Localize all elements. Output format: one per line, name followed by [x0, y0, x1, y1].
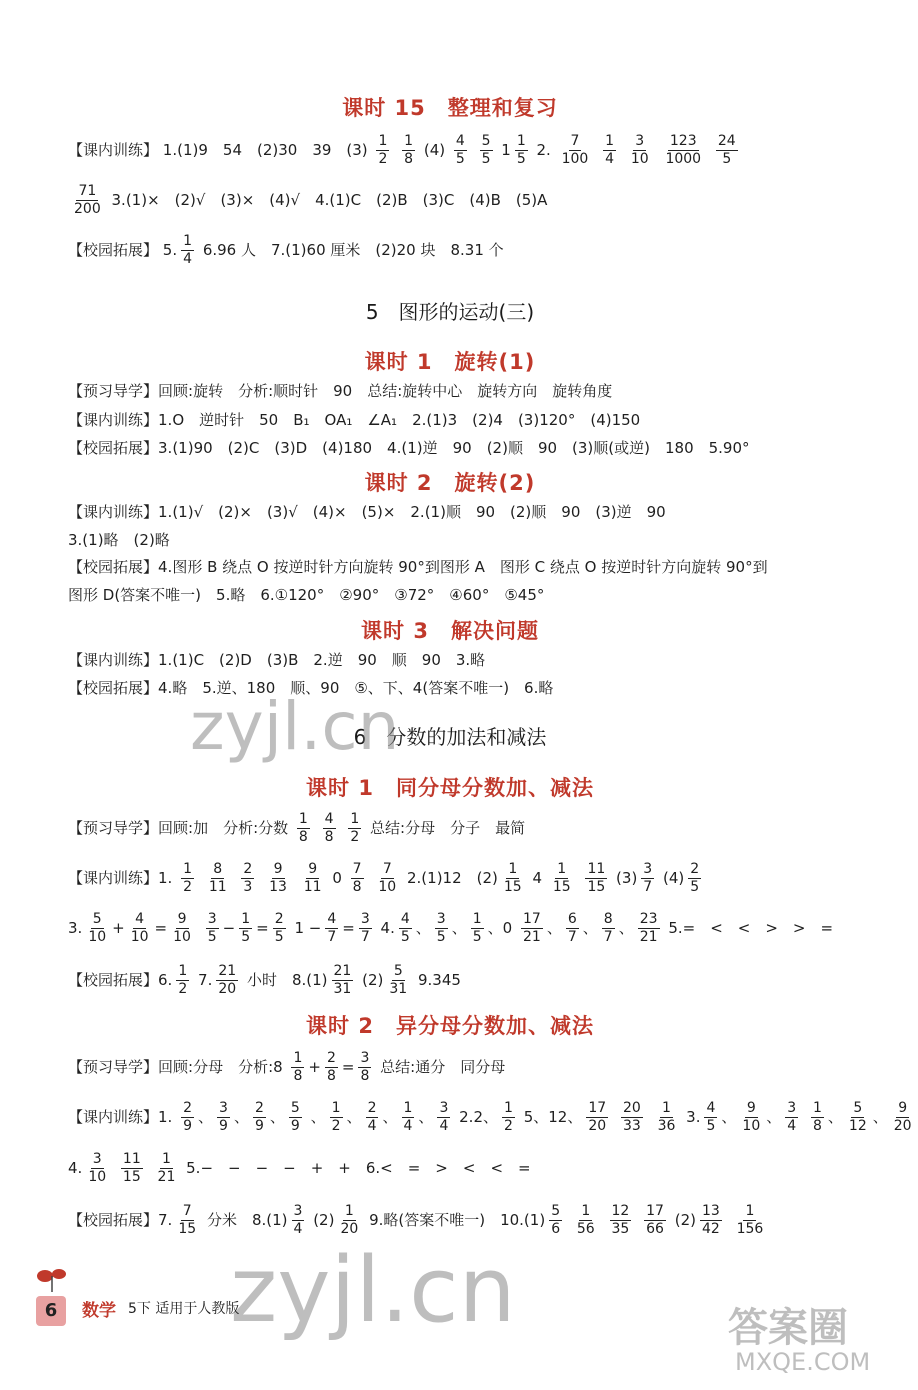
fraction: $\frac{21}{20}$: [218, 963, 237, 997]
fraction: $\frac{9}{11}$: [303, 861, 322, 895]
row-practice-10: 4. $\frac{3}{10}$ $\frac{11}{15}$ $\frac{1}{21}$ 5.− − − − + + 6.< = > < < =: [68, 1151, 531, 1185]
fraction: $\frac{7}{100}$: [561, 133, 589, 167]
fraction: $\frac{17}{21}$: [522, 911, 541, 945]
fraction: $\frac{2}{5}$: [690, 861, 700, 895]
fraction: $\frac{123}{1000}$: [665, 133, 702, 167]
fraction: $\frac{3}{7}$: [643, 861, 653, 895]
fraction: $\frac{3}{4}$: [787, 1100, 797, 1134]
fraction: $\frac{17}{66}$: [646, 1203, 664, 1237]
fraction: $\frac{6}{7}$: [567, 911, 577, 945]
fraction: $\frac{2}{5}$: [274, 911, 284, 945]
fraction: $\frac{9}{10}$: [742, 1100, 761, 1134]
fraction: $\frac{1}{8}$: [812, 1100, 822, 1134]
lesson-title-diff-denominator: 课时 2 异分母分数加、减法: [306, 1014, 594, 1038]
row-practice-4: 【课内训练】1.(1)√ (2)× (3)√ (4)× (5)× 2.(1)顺 90 (2)顺 90 (3)逆 90: [68, 503, 666, 521]
fraction: $\frac{20}{33}$: [622, 1100, 641, 1134]
fraction: $\frac{11}{15}$: [122, 1151, 141, 1185]
lesson-title-same-denominator: 课时 1 同分母分数加、减法: [306, 776, 594, 800]
fraction: $\frac{9}{13}$: [269, 861, 287, 895]
lesson-title-15: 课时 15 整理和复习: [342, 96, 558, 120]
footer-subject: 数学: [82, 1301, 116, 1321]
fraction: $\frac{3}{10}$: [630, 133, 649, 167]
fraction: $\frac{5}{9}$: [290, 1100, 300, 1134]
fraction: $\frac{3}{4}$: [293, 1203, 303, 1237]
row-practice-2: $\frac{71}{200}$ 3.(1)× (2)√ (3)× (4)√ 4.(1)C (2)B (3)C (4)B (5)A: [74, 183, 548, 217]
row-extension-1: 【校园拓展】 5. $\frac{1}{4}$ 6.96 人 7.(1)60 厘米 (2)20 块 8.31 个: [68, 233, 504, 267]
fraction: $\frac{7}{15}$: [178, 1203, 197, 1237]
row-practice-1: 【课内训练】 1.(1)9 54 (2)30 39 (3) $\frac{1}{2}$ $\frac{1}{8}$ (4) $\frac{4}{5}$ $\frac{5}{5}$ 1 $\frac{1}{5}$ 2. $\frac{7}{100}$ $\frac{1}{4}$ $\frac{3}{10}$ $\frac{123}{1000}$ $\frac{24}{5}$: [68, 133, 736, 167]
fraction: $\frac{4}{5}$: [706, 1100, 716, 1134]
fraction: $\frac{23}{21}$: [639, 911, 658, 945]
fraction: $\frac{5}{12}$: [848, 1100, 867, 1134]
fraction: $\frac{1}{4}$: [403, 1100, 413, 1134]
fraction: $\frac{1}{8}$: [293, 1050, 303, 1084]
fraction: $\frac{2}{3}$: [243, 861, 253, 895]
fraction: $\frac{5}{10}$: [88, 911, 107, 945]
row-practice-8: 3. $\frac{5}{10}$ + $\frac{4}{10}$ = $\frac{9}{10}$ $\frac{3}{5}$ − $\frac{1}{5}$ = $\frac{2}{5}$ 1 − $\frac{4}{7}$ = $\frac{3}{7}$ 4. $\frac{4}{5}$ 、 $\frac{3}{5}$ 、 $\frac{1}{5}$ 、0 $\frac{17}{21}$ 、 $\frac{6}{7}$ 、 $\frac{8}{7}$ 、 $\frac{23}{21}$ 5.= < < > > =: [68, 911, 834, 945]
row-extension-6: 【校园拓展】6. $\frac{1}{2}$ 7. $\frac{21}{20}$ 小时 8.(1) $\frac{21}{31}$ (2) $\frac{5}{31}$ 9.345: [68, 963, 461, 997]
fraction: $\frac{3}{5}$: [436, 911, 446, 945]
fraction: $\frac{7}{10}$: [378, 861, 397, 895]
fraction: $\frac{1}{2}$: [183, 861, 193, 895]
fraction: $\frac{1}{4}$: [183, 233, 193, 267]
watermark-mxqe: MXQE.COM: [735, 1348, 871, 1376]
row-preview-2: 【预习导学】回顾:加 分析:分数 $\frac{1}{8}$ $\frac{4}{8}$ $\frac{1}{2}$ 总结:分母 分子 最简: [68, 811, 526, 845]
row-practice-5: 3.(1)略 (2)略: [68, 531, 170, 549]
label-practice: 【课内训练】: [68, 141, 159, 159]
fraction: $\frac{12}{35}$: [611, 1203, 630, 1237]
fraction: $\frac{1}{2}$: [331, 1100, 341, 1134]
fraction: $\frac{1}{2}$: [378, 133, 388, 167]
fraction: $\frac{1}{2}$: [504, 1100, 513, 1134]
fraction: $\frac{1}{2}$: [178, 963, 188, 997]
fraction: $\frac{5}{6}$: [551, 1203, 561, 1237]
plant-logo-icon: [32, 1262, 72, 1294]
fraction: $\frac{4}{7}$: [327, 911, 337, 945]
lesson-title-rotate-2: 课时 2 旋转(2): [364, 471, 536, 495]
row-practice-7: 【课内训练】1. $\frac{1}{2}$ $\frac{8}{11}$ $\frac{2}{3}$ $\frac{9}{13}$ $\frac{9}{11}$ 0 $\frac{7}{8}$ $\frac{7}{10}$ 2.(1)12 (2) $\frac{1}{15}$ 4 $\frac{1}{15}$ $\frac{11}{15}$ (3) $\frac{3}{7}$ (4) $\frac{2}{5}$: [68, 861, 700, 895]
row-extension-3: 【校园拓展】4.图形 B 绕点 O 按逆时针方向旋转 90°到图形 A 图形 C 绕点 O 按逆时针方向旋转 90°到: [68, 558, 768, 576]
fraction: $\frac{3}{8}$: [360, 1050, 370, 1084]
fraction: $\frac{3}{7}$: [360, 911, 370, 945]
watermark-daanquan: 答案圈: [728, 1305, 848, 1351]
fraction: $\frac{4}{8}$: [324, 811, 334, 845]
fraction: $\frac{1}{15}$: [552, 861, 571, 895]
lesson-title-solve: 课时 3 解决问题: [361, 619, 539, 643]
page-number: 6: [36, 1296, 66, 1326]
fraction: $\frac{1}{56}$: [576, 1203, 595, 1237]
fraction: $\frac{71}{200}$: [74, 183, 101, 217]
fraction: $\frac{5}{5}$: [481, 133, 491, 167]
unit-title-5: 5 图形的运动(三): [365, 300, 535, 324]
fraction: $\frac{3}{4}$: [439, 1100, 449, 1134]
fraction: $\frac{7}{8}$: [352, 861, 362, 895]
fraction: $\frac{2}{8}$: [326, 1050, 336, 1084]
fraction: $\frac{1}{21}$: [157, 1151, 176, 1185]
fraction: $\frac{2}{4}$: [367, 1100, 377, 1134]
row-extension-2: 【校园拓展】3.(1)90 (2)C (3)D (4)180 4.(1)逆 90 (2)顺 90 (3)顺(或逆) 180 5.90°: [68, 439, 750, 457]
fraction: $\frac{1}{5}$: [472, 911, 482, 945]
fraction: $\frac{11}{15}$: [587, 861, 606, 895]
fraction: $\frac{1}{4}$: [605, 133, 615, 167]
row-practice-9: 【课内训练】1. $\frac{2}{9}$ 、 $\frac{3}{9}$ 、 $\frac{2}{9}$ 、 $\frac{5}{9}$ 、 $\frac{1}{2}$ 、 $\frac{2}{4}$ 、 $\frac{1}{4}$ 、 $\frac{3}{4}$ 2.2、 $\frac{1}{2}$ 5、12、 $\frac{17}{20}$ $\frac{20}{33}$ $\frac{1}{36}$ 3. $\frac{4}{5}$ 、 $\frac{9}{10}$ 、 $\frac{3}{4}$ $\frac{1}{8}$ 、 $\frac{5}{12}$ 、 $\frac{9}{20}$: [68, 1100, 912, 1134]
fraction: $\frac{9}{10}$: [173, 911, 191, 945]
row-extension-4: 图形 D(答案不唯一) 5.略 6.①120° ②90° ③72° ④60° ⑤45°: [68, 586, 545, 604]
fraction: $\frac{1}{8}$: [298, 811, 308, 845]
watermark-zyjl-2: zyjl.cn: [230, 1238, 516, 1343]
fraction: $\frac{1}{156}$: [736, 1203, 764, 1237]
fraction: $\frac{1}{36}$: [657, 1100, 676, 1134]
row-preview-3: 【预习导学】回顾:分母 分析:8 $\frac{1}{8}$ + $\frac{2}{8}$ = $\frac{3}{8}$ 总结:通分 同分母: [68, 1050, 506, 1084]
row-preview-1: 【预习导学】回顾:旋转 分析:顺时针 90 总结:旋转中心 旋转方向 旋转角度: [68, 382, 613, 400]
fraction: $\frac{1}{5}$: [241, 911, 251, 945]
fraction: $\frac{2}{9}$: [183, 1100, 193, 1134]
row-extension-7: 【校园拓展】7. $\frac{7}{15}$ 分米 8.(1) $\frac{3}{4}$ (2) $\frac{1}{20}$ 9.略(答案不唯一) 10.(1) $\frac{5}{6}$ $\frac{1}{56}$ $\frac{12}{35}$ $\frac{17}{66}$ (2) $\frac{13}{42}$ $\frac{1}{156}$: [68, 1203, 764, 1237]
fraction: $\frac{1}{8}$: [404, 133, 414, 167]
unit-title-6: 6 分数的加法和减法: [353, 725, 547, 749]
fraction: $\frac{3}{10}$: [88, 1151, 107, 1185]
fraction: $\frac{1}{20}$: [340, 1203, 359, 1237]
fraction: $\frac{1}{2}$: [350, 811, 360, 845]
fraction: $\frac{17}{20}$: [588, 1100, 607, 1134]
fraction: $\frac{8}{7}$: [603, 911, 613, 945]
fraction: $\frac{4}{5}$: [400, 911, 410, 945]
lesson-title-rotate-1: 课时 1 旋转(1): [364, 350, 536, 374]
fraction: $\frac{3}{9}$: [219, 1100, 228, 1134]
row-practice-6: 【课内训练】1.(1)C (2)D (3)B 2.逆 90 顺 90 3.略: [68, 651, 486, 669]
fraction: $\frac{8}{11}$: [208, 861, 227, 895]
footer-edition: 5下 适用于人教版: [128, 1301, 240, 1317]
fraction: $\frac{4}{5}$: [455, 133, 465, 167]
fraction: $\frac{5}{31}$: [389, 963, 408, 997]
watermark-zyjl-1: zyjl.cn: [190, 688, 400, 765]
fraction: $\frac{1}{15}$: [503, 861, 522, 895]
fraction: $\frac{2}{9}$: [254, 1100, 264, 1134]
fraction: $\frac{4}{10}$: [130, 911, 149, 945]
fraction: $\frac{3}{5}$: [207, 911, 217, 945]
fraction: $\frac{9}{20}$: [893, 1100, 912, 1134]
fraction: $\frac{24}{5}$: [717, 133, 736, 167]
row-practice-3: 【课内训练】1.O 逆时针 50 B₁ OA₁ ∠A₁ 2.(1)3 (2)4 (3)120° (4)150: [68, 411, 641, 429]
fraction: $\frac{21}{31}$: [333, 963, 352, 997]
row-extension-5: 【校园拓展】4.略 5.逆、180 顺、90 ⑤、下、4(答案不唯一) 6.略: [68, 679, 554, 697]
fraction: $\frac{1}{5}$: [516, 133, 526, 167]
fraction: $\frac{13}{42}$: [701, 1203, 720, 1237]
